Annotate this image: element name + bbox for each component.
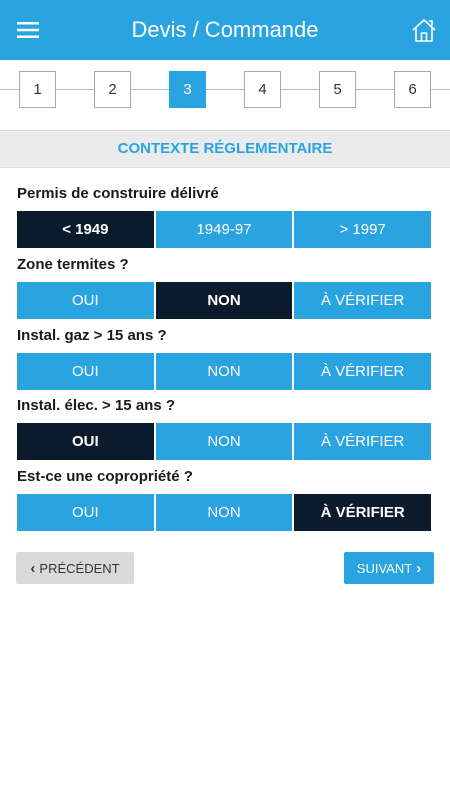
previous-button-label: PRÉCÉDENT	[39, 560, 120, 576]
stepper-line	[0, 89, 450, 90]
next-button-label: SUIVANT	[356, 560, 413, 576]
option-group	[17, 423, 431, 460]
question-gas-installation	[17, 325, 431, 390]
step-3[interactable]: 3	[169, 71, 206, 108]
home-button[interactable]	[406, 12, 442, 48]
option-a-verifier[interactable]: À VÉRIFIER	[294, 353, 431, 390]
question-building-permit	[17, 183, 431, 248]
option-group	[17, 282, 431, 319]
step-5[interactable]: 5	[319, 71, 356, 108]
question-label: Zone termites ?	[17, 256, 129, 273]
option-group	[17, 494, 431, 531]
previous-button[interactable]	[16, 552, 134, 584]
page-title: Devis / Commande	[131, 17, 319, 42]
chevron-right-icon: ›	[416, 559, 422, 577]
step-6[interactable]: 6	[394, 71, 431, 108]
option-a-verifier[interactable]: À VÉRIFIER	[294, 494, 431, 531]
option-oui[interactable]: OUI	[17, 494, 154, 531]
option-oui[interactable]: OUI	[17, 282, 154, 319]
question-co-ownership	[17, 466, 431, 531]
option-non[interactable]: NON	[156, 353, 293, 390]
app-header	[0, 0, 450, 60]
question-label: Instal. gaz > 15 ans ?	[17, 327, 167, 344]
option-oui[interactable]: OUI	[17, 423, 154, 460]
step-indicator	[0, 60, 450, 130]
option-group	[17, 211, 431, 248]
option-oui[interactable]: OUI	[17, 353, 154, 390]
question-label: Instal. élec. > 15 ans ?	[17, 397, 175, 414]
option-after-1997[interactable]: > 1997	[294, 211, 431, 248]
option-a-verifier[interactable]: À VÉRIFIER	[294, 282, 431, 319]
question-label: Permis de construire délivré	[17, 185, 219, 202]
step-1[interactable]: 1	[19, 71, 56, 108]
option-non[interactable]: NON	[156, 282, 293, 319]
home-icon	[411, 17, 437, 43]
chevron-left-icon: ‹	[30, 559, 36, 577]
option-1949-97[interactable]: 1949-97	[156, 211, 293, 248]
option-non[interactable]: NON	[156, 494, 293, 531]
next-button[interactable]	[344, 552, 434, 584]
menu-button[interactable]	[10, 14, 46, 46]
question-termite-zone	[17, 254, 431, 319]
section-title: CONTEXTE RÉGLEMENTAIRE	[0, 130, 450, 168]
option-non[interactable]: NON	[156, 423, 293, 460]
step-4[interactable]: 4	[244, 71, 281, 108]
step-2[interactable]: 2	[94, 71, 131, 108]
question-label: Est-ce une copropriété ?	[17, 468, 193, 485]
option-before-1949[interactable]: < 1949	[17, 211, 154, 248]
option-group	[17, 353, 431, 390]
question-electrical-installation	[17, 395, 431, 460]
option-a-verifier[interactable]: À VÉRIFIER	[294, 423, 431, 460]
hamburger-menu-icon	[17, 21, 39, 39]
